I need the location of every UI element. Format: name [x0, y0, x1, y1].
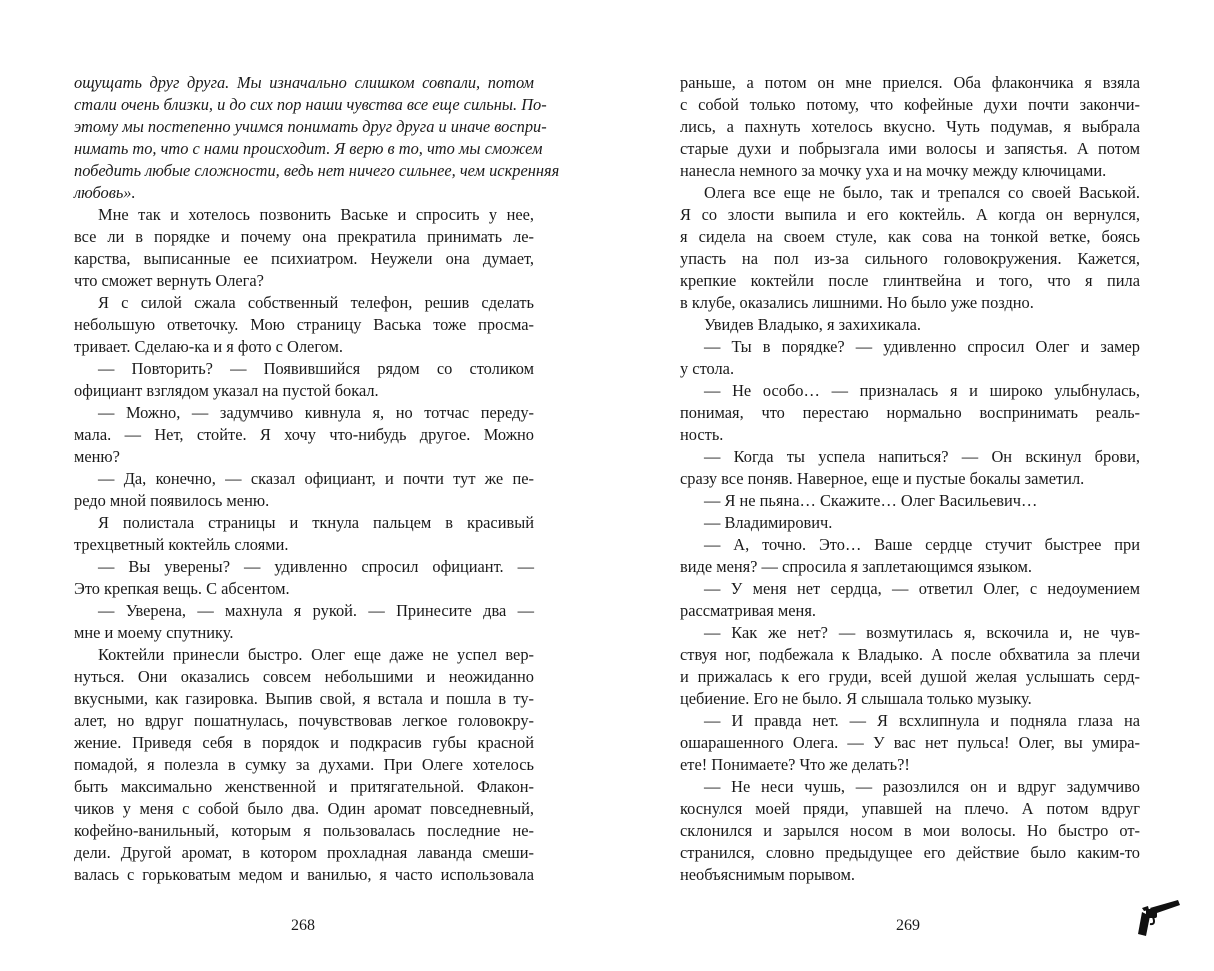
text-line: — Я не пьяна… Скажите… Олег Васильевич… — [704, 491, 1038, 510]
text-line: — Не особо… — призналась я и широко улыбнулась, — [704, 381, 1140, 400]
text-line: Мне так и хотелось позвонить Ваське и спросить у нее, — [98, 205, 534, 224]
text-line: нуться. Они оказались совсем небольшими и неожиданно — [74, 667, 534, 686]
text-line: официант взглядом указал на пустой бокал. — [74, 381, 379, 400]
text-line: раньше, а потом он мне приелся. Оба флакончика я взяла — [680, 73, 1140, 92]
text-line: вкусными, как газировка. Выпив свой, я встала и пошла в ту- — [74, 689, 534, 708]
text-line: ошарашенного Олега. — У вас нет пульса! Олег, вы умира- — [680, 733, 1140, 752]
text-line: нимать то, что с нами происходит. Я верю в то, что мы сможем — [74, 139, 543, 158]
text-line: мала. — Нет, стойте. Я хочу что-нибудь другое. Можно — [74, 425, 534, 444]
text-line: дели. Другой аромат, в котором прохладная лаванда смеши- — [74, 843, 534, 862]
text-line: цебиение. Его не было. Я слышала только музыку. — [680, 689, 1032, 708]
text-line: Я с силой сжала собственный телефон, решив сделать — [98, 293, 534, 312]
text-line: старые духи и побрызгала ими волосы и запястья. А потом — [680, 139, 1140, 158]
text-line: у стола. — [680, 359, 735, 378]
text-line: и прижалась к его груди, всей душой желая услышать серд- — [680, 667, 1140, 686]
text-line: — А, точно. Это… Ваше сердце стучит быстрее при — [704, 535, 1140, 554]
text-line: — Не неси чушь, — разозлился он и вдруг задумчиво — [704, 777, 1140, 796]
text-line: помадой, я полезла в сумку за духами. При Олеге хотелось — [74, 755, 534, 774]
text-line: упасть на пол из-за сильного головокружения. Кажется, — [680, 249, 1140, 268]
text-line: небольшую ответочку. Мою страницу Васька тоже просма- — [74, 315, 534, 334]
text-line: — Да, конечно, — сказал официант, и почти тут же пе- — [98, 469, 534, 488]
text-line: виде меня? — спросила я заплетающимся языком. — [680, 557, 1032, 576]
text-line: Коктейли принесли быстро. Олег еще даже не успел вер- — [98, 645, 534, 664]
left-page-number: 268 — [291, 917, 315, 934]
text-line: алет, но вдруг пошатнулась, почувствовав легкое головокру- — [74, 711, 534, 730]
text-line: жение. Приведя себя в порядок и подкрасив губы красной — [74, 733, 534, 752]
text-line: ете! Понимаете? Что же делать?! — [680, 755, 910, 774]
text-line: — Когда ты успела напиться? — Он вскинул брови, — [704, 447, 1140, 466]
text-line: странился, словно предыдущее его действие было каким-то — [680, 843, 1140, 862]
text-line: чиков у меня с собой было два. Один аромат повседневный, — [74, 799, 534, 818]
text-line: любовь». — [74, 183, 136, 202]
text-line: Я со злости выпила и его коктейль. А когда он вернулся, — [680, 205, 1140, 224]
text-line: сразу все поняв. Наверное, еще и пустые бокалы заметил. — [680, 469, 1085, 488]
text-line: — У меня нет сердца, — ответил Олег, с недоумением — [704, 579, 1140, 598]
right-page-number: 269 — [896, 917, 920, 934]
text-line: победить любые сложности, ведь нет ничего сильнее, чем искренняя — [74, 161, 560, 180]
text-line: склонился и зарылся носом в мои волосы. Но быстро от- — [680, 821, 1140, 840]
text-line: ствуя ног, подбежала к Владыко. А после обхватила за плечи — [680, 645, 1140, 664]
text-line: карства, выписанные ее психиатром. Неужели она думает, — [74, 249, 534, 268]
text-line: крепкие коктейли после глинтвейна и того, что я пила — [680, 271, 1140, 290]
text-line: этому мы постепенно учимся понимать друг друга и иначе воспри- — [74, 117, 547, 136]
text-line: я сидела на своем стуле, как сова на тонкой ветке, боясь — [680, 227, 1140, 246]
text-line: лись, а пахнуть хотелось вкусно. Чуть подумав, я выбрала — [680, 117, 1140, 136]
text-line: ность. — [680, 425, 724, 444]
text-line: что сможет вернуть Олега? — [74, 271, 264, 290]
left-page-text — [74, 72, 560, 886]
text-line: — Ты в порядке? — удивленно спросил Олег и замер — [704, 337, 1140, 356]
text-line: трехцветный коктейль слоями. — [74, 535, 289, 554]
text-line: Это крепкая вещь. С абсентом. — [74, 579, 290, 598]
text-line: в клубе, оказались лишними. Но было уже поздно. — [680, 293, 1034, 312]
text-line: мне и моему спутнику. — [74, 623, 234, 642]
text-line: — Повторить? — Появившийся рядом со столиком — [98, 359, 534, 378]
text-line: быть максимально женственной и притягательной. Флакон- — [74, 777, 534, 796]
text-line: Увидев Владыко, я захихикала. — [704, 315, 921, 334]
text-line: — Уверена, — махнула я рукой. — Принесите два — — [98, 601, 534, 620]
text-line: понимая, что перестаю нормально воспринимать реаль- — [680, 403, 1140, 422]
text-line: нанесла немного за мочку уха и на мочку между ключицами. — [680, 161, 1107, 180]
text-line: валась с горьковатым медом и ванилью, я часто использовала — [74, 865, 534, 884]
text-line: редо мной появилось меню. — [74, 491, 270, 510]
text-line: Я полистала страницы и ткнула пальцем в красивый — [98, 513, 534, 532]
text-line: ощущать друг друга. Мы изначально слишком совпали, потом — [74, 73, 534, 92]
text-line: необъяснимым порывом. — [680, 865, 856, 884]
text-line: все ли в порядке и почему она прекратила принимать ле- — [74, 227, 534, 246]
text-line: — Владимирович. — [704, 513, 833, 532]
text-line: с собой только потому, что кофейные духи почти закончи- — [680, 95, 1140, 114]
revolver-icon — [1136, 898, 1182, 938]
text-line: тривает. Сделаю-ка и я фото с Олегом. — [74, 337, 343, 356]
text-line: коснулся моей пряди, упавшей на плечо. А потом вдруг — [680, 799, 1140, 818]
text-line: кофейно-ванильный, которым я пользовалась последние не- — [74, 821, 534, 840]
text-line: — Как же нет? — возмутилась я, вскочила и, не чув- — [704, 623, 1140, 642]
text-line: — Можно, — задумчиво кивнула я, но тотчас переду- — [98, 403, 534, 422]
text-line: стали очень близки, и до сих пор наши чувства все еще сильны. По- — [74, 95, 547, 114]
text-line: меню? — [74, 447, 120, 466]
right-page-text — [680, 72, 1140, 886]
text-line: Олега все еще не было, так и трепался со своей Васькой. — [704, 183, 1140, 202]
text-line: — И правда нет. — Я всхлипнула и подняла глаза на — [704, 711, 1140, 730]
text-line: — Вы уверены? — удивленно спросил официант. — — [98, 557, 534, 576]
text-line: рассматривая меня. — [680, 601, 816, 620]
